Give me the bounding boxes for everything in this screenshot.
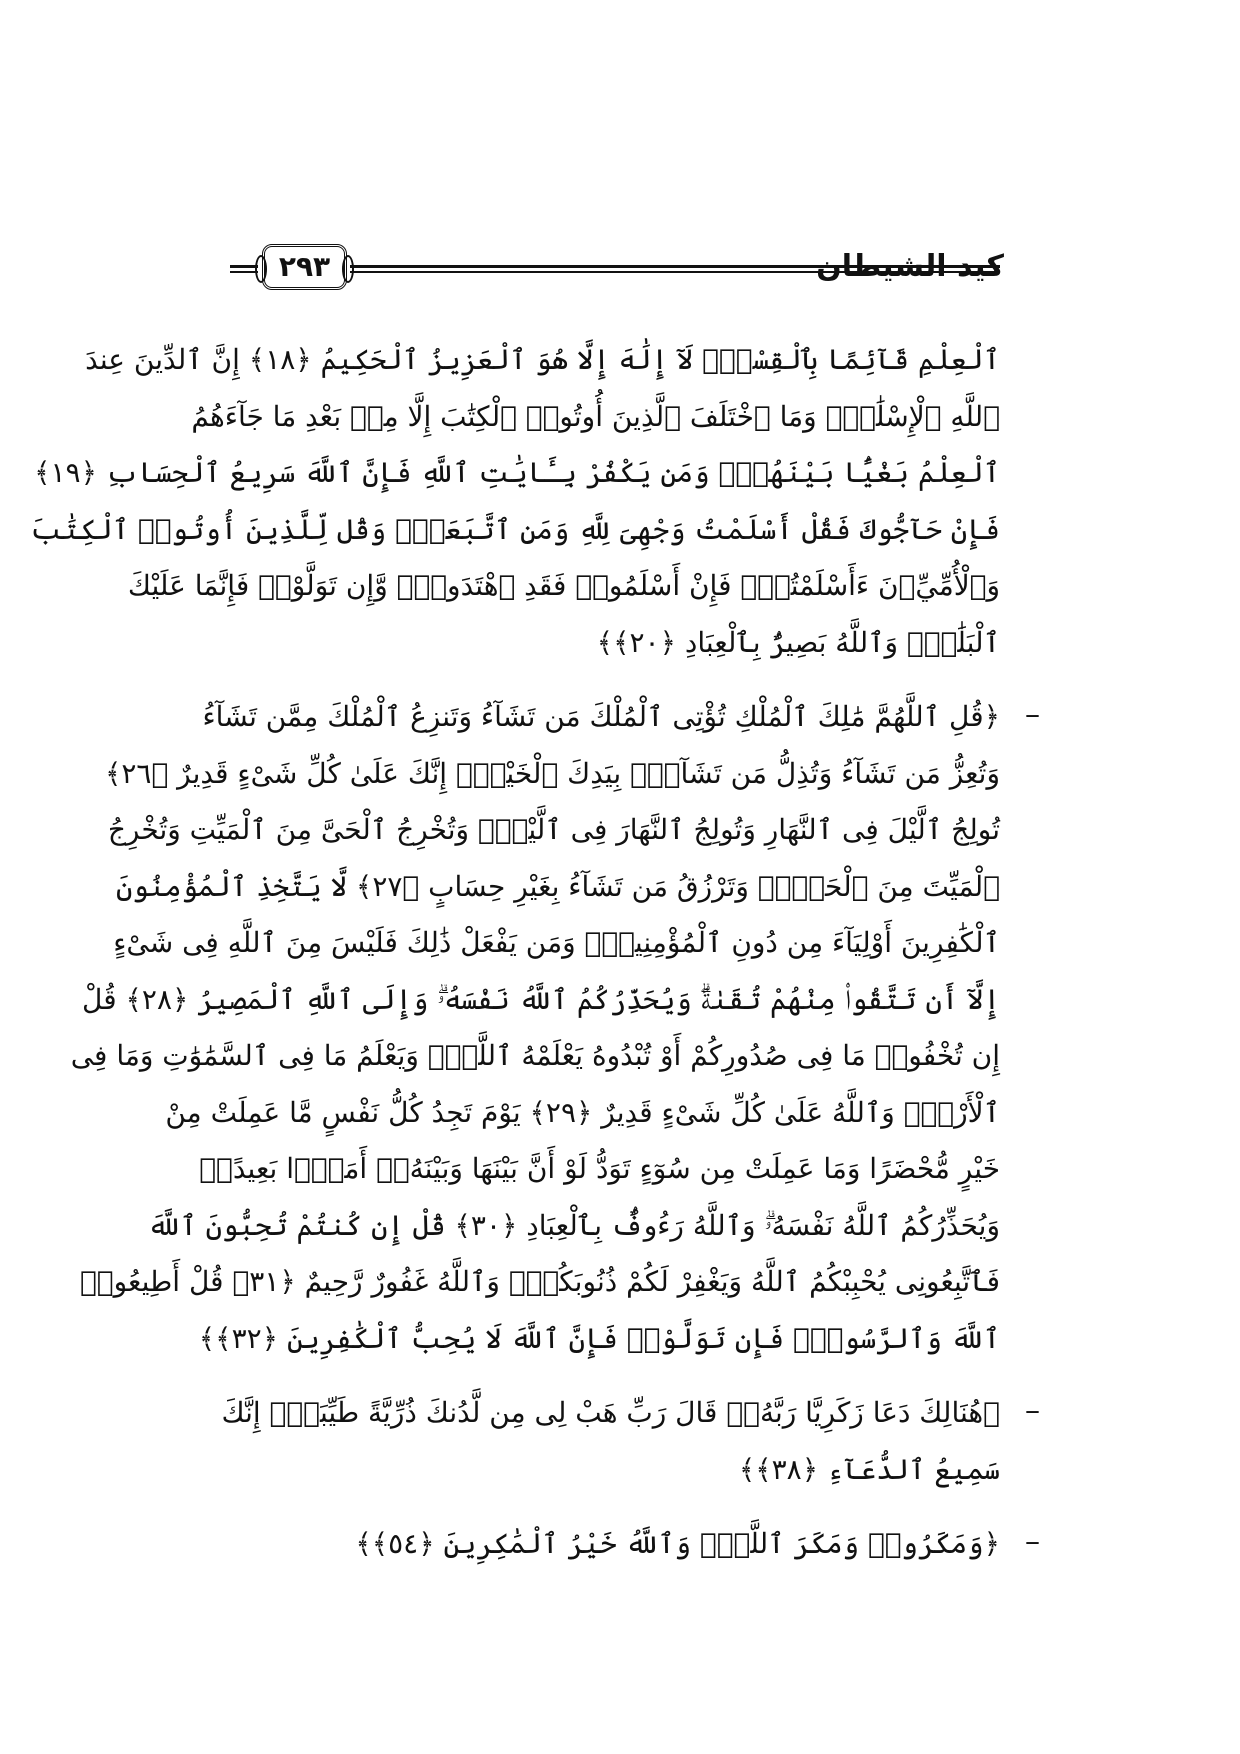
list-dash: – [1025, 1524, 1040, 1559]
verse-line: وَٱلْأُمِّيِّۦنَ ءَأَسْلَمْتُمْۚ فَإِنْ أَسْلَمُوا۟ فَقَدِ ٱهْتَدَوا۟ۖ وَّإِن تَوَلَّوْا۟ فَإِنَّمَا عَلَيْكَ [127, 569, 1000, 602]
page-number: ٢٩٣ [278, 250, 331, 283]
list-dash: – [1025, 1393, 1040, 1428]
verse-line: ٱلْعِلْمِ قَآئِمًا بِٱلْقِسْطِۚ لَآ إِلَٰهَ إِلَّا هُوَ ٱلْعَزِيزُ ٱلْحَكِيمُ ﴿١٨﴾ إِنَّ ٱلدِّينَ عِندَ [85, 343, 1000, 376]
verse-line: ٱللَّهِ ٱلْإِسْلَٰمُۗ وَمَا ٱخْتَلَفَ ٱلَّذِينَ أُوتُوا۟ ٱلْكِتَٰبَ إِلَّا مِنۢ بَعْدِ مَا جَآءَهُمُ [191, 399, 1000, 433]
verse-line: وَيُحَذِّرُكُمُ ٱللَّهُ نَفْسَهُۥۗ وَٱللَّهُ رَءُوفٌۢ بِٱلْعِبَادِ ﴿٣٠﴾ قُلْ إِن كُنتُمْ تُحِبُّونَ ٱللَّهَ [147, 1208, 1000, 1242]
verse-line: إِن تُخْفُوا۟ مَا فِى صُدُورِكُمْ أَوْ تُبْدُوهُ يَعْلَمْهُ ٱللَّهُۗ وَيَعْلَمُ مَا فِى ٱلسَّمَٰوَٰتِ وَمَا فِى [70, 1039, 1000, 1072]
verse-block [234, 1516, 1040, 1573]
header-rule-short [230, 265, 258, 273]
verse-line: إِلَّآ أَن تَتَّقُوا۟ مِنْهُمْ تُقَىٰةًۗ وَيُحَذِّرُكُمُ ٱللَّهُ نَفْسَهُۥۗ وَإِلَى ٱللَّهِ ٱلْمَصِيرُ ﴿٢٨﴾ قُلْ [82, 982, 1000, 1016]
verse-line: تُولِجُ ٱلَّيْلَ فِى ٱلنَّهَارِ وَتُولِجُ ٱلنَّهَارَ فِى ٱلَّيْلِۖ وَتُخْرِجُ ٱلْحَىَّ مِنَ ٱلْمَيِّتِ وَتُخْرِجُ [107, 813, 1000, 846]
verse-block [70, 689, 1040, 1367]
verse-line: ٱلْبَلَٰغُۗ وَٱللَّهُ بَصِيرٌۢ بِٱلْعِبَادِ ﴿٢٠﴾﴾ [596, 625, 1000, 659]
verse-line: سَمِيعُ ٱلدُّعَآءِ ﴿٣٨﴾﴾ [738, 1452, 1000, 1486]
verse-line: ٱلْكَٰفِرِينَ أَوْلِيَآءَ مِن دُونِ ٱلْمُؤْمِنِينَۖ وَمَن يَفْعَلْ ذَٰلِكَ فَلَيْسَ مِنَ ٱللَّهِ فِى شَىْءٍ [113, 926, 1000, 959]
verse-line: خَيْرٍ مُّحْضَرًا وَمَا عَمِلَتْ مِن سُوٓءٍ تَوَدُّ لَوْ أَنَّ بَيْنَهَا وَبَيْنَهُۥٓ أَمَدًۢا بَعِيدًاۗ [199, 1152, 1000, 1185]
verse-block [30, 332, 1000, 671]
verse-line: ﴿هُنَالِكَ دَعَا زَكَرِيَّا رَبَّهُۥۖ قَالَ رَبِّ هَبْ لِى مِن لَّدُنكَ ذُرِّيَّةً طَيِّبَةًۖ إِنَّكَ [221, 1396, 1000, 1429]
verse-line: وَتُعِزُّ مَن تَشَآءُ وَتُذِلُّ مَن تَشَآءُۖ بِيَدِكَ ٱلْخَيْرُۖ إِنَّكَ عَلَىٰ كُلِّ شَىْءٍ قَدِيرٌ ﴿٢٦﴾ [104, 756, 1000, 790]
list-dash: – [1025, 697, 1040, 732]
page-number-badge [262, 244, 347, 290]
header-rule-long [350, 265, 1000, 273]
verse-line: فَإِنْ حَآجُّوكَ فَقُلْ أَسْلَمْتُ وَجْهِىَ لِلَّهِ وَمَنِ ٱتَّبَعَنِۗ وَقُل لِّلَّذِينَ أُوتُوا۟ ٱلْكِتَٰبَ [30, 512, 1000, 546]
verse-line: ﴿وَمَكَرُوا۟ وَمَكَرَ ٱللَّهُۖ وَٱللَّهُ خَيْرُ ٱلْمَٰكِرِينَ ﴿٥٤﴾﴾ [355, 1527, 1000, 1560]
verse-line: ﴿قُلِ ٱللَّهُمَّ مَٰلِكَ ٱلْمُلْكِ تُؤْتِى ٱلْمُلْكَ مَن تَشَآءُ وَتَنزِعُ ٱلْمُلْكَ مِمَّن تَشَآءُ [202, 700, 1000, 733]
verse-line: ٱللَّهَ وَٱلرَّسُولَۖ فَإِن تَوَلَّوْا۟ فَإِنَّ ٱللَّهَ لَا يُحِبُّ ٱلْكَٰفِرِينَ ﴿٣٢﴾﴾ [198, 1321, 1000, 1355]
verse-line: فَٱتَّبِعُونِى يُحْبِبْكُمُ ٱللَّهُ وَيَغْفِرْ لَكُمْ ذُنُوبَكُمْۗ وَٱللَّهُ غَفُورٌ رَّحِيمٌ ﴿٣١﴾ قُلْ أَطِيعُوا۟ [79, 1265, 1000, 1298]
page-header [0, 235, 1240, 305]
page-body [30, 332, 1040, 1591]
book-title: كيد الشيطان [816, 249, 1004, 284]
verse-block [221, 1385, 1040, 1498]
verse-line: ٱلْأَرْضِۗ وَٱللَّهُ عَلَىٰ كُلِّ شَىْءٍ قَدِيرٌ ﴿٢٩﴾ يَوْمَ تَجِدُ كُلُّ نَفْسٍ مَّا عَمِلَتْ مِنْ [165, 1095, 1000, 1129]
verse-line: ٱلْعِلْمُ بَغْيًۢا بَيْنَهُمْۗ وَمَن يَكْفُرْ بِـَٔايَٰتِ ٱللَّهِ فَإِنَّ ٱللَّهَ سَرِيعُ ٱلْحِسَابِ ﴿١٩﴾ [34, 456, 1000, 489]
verse-line: ٱلْمَيِّتَ مِنَ ٱلْحَىِّۖ وَتَرْزُقُ مَن تَشَآءُ بِغَيْرِ حِسَابٍ ﴿٢٧﴾ لَّا يَتَّخِذِ ٱلْمُؤْمِنُونَ [115, 869, 1000, 903]
